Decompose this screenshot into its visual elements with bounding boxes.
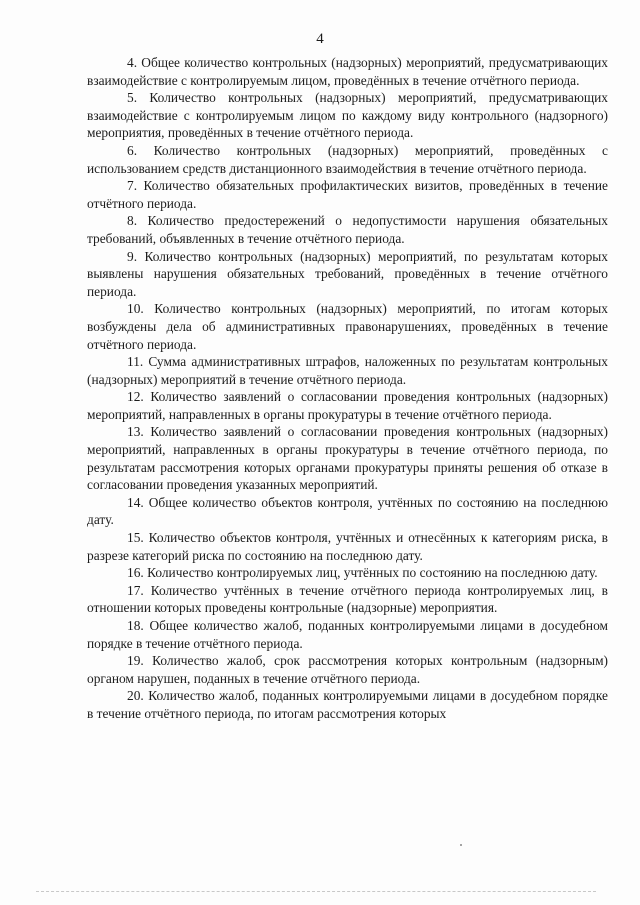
paragraph-item-15: 15. Количество объектов контроля, учтённых и отнесённых к категориям риска, в разрезе категорий риска по состоянию на последнюю дату. bbox=[87, 530, 608, 563]
page-bottom-edge bbox=[36, 891, 596, 892]
paragraph-item-13: 13. Количество заявлений о согласовании проведения контрольных (надзорных) мероприятий, направленных в органы прокуратуры в течение отчётного периода, по результатам рассмотрения которых органами прокуратуры приняты решения об отказе в согласовании проведения указанных мероприятий. bbox=[87, 424, 608, 493]
paragraph-item-11: 11. Сумма административных штрафов, наложенных по результатам контрольных (надзорных) мероприятий в течение отчётного периода. bbox=[87, 354, 608, 387]
paragraph-item-16: 16. Количество контролируемых лиц, учтённых по состоянию на последнюю дату. bbox=[127, 565, 598, 581]
paragraph-item-5: 5. Количество контрольных (надзорных) мероприятий, предусматривающих взаимодействие с контролируемым лицом по каждому виду контрольного (надзорного) мероприятия, проведённых в течение отчётного периода. bbox=[87, 90, 608, 141]
paragraph-item-9: 9. Количество контрольных (надзорных) мероприятий, по результатам которых выявлены нарушения обязательных требований, проведённых в течение отчётного периода. bbox=[87, 248, 608, 299]
paragraph-item-6: 6. Количество контрольных (надзорных) мероприятий, проведённых с использованием средств дистанционного взаимодействия в течение отчётного периода. bbox=[87, 142, 608, 176]
paragraph-item-8: 8. Количество предостережений о недопустимости нарушения обязательных требований, объявленных в течение отчётного периода. bbox=[87, 213, 608, 246]
paragraph-item-19: 19. Количество жалоб, срок рассмотрения которых контрольным (надзорным) органом нарушен, поданных в течение отчётного периода. bbox=[87, 653, 608, 686]
paragraph-item-4: 4. Общее количество контрольных (надзорных) мероприятий, предусматривающих взаимодействие с контролируемым лицом, проведённых в течение отчётного периода. bbox=[87, 55, 608, 88]
paragraph-item-10: 10. Количество контрольных (надзорных) мероприятий, по итогам которых возбуждены дела об административных правонарушениях, проведённых в течение отчётного периода. bbox=[87, 301, 608, 352]
paragraph-item-20: 20. Количество жалоб, поданных контролируемыми лицами в досудебном порядке в течение отчётного периода, по итогам рассмотрения которых bbox=[87, 688, 608, 721]
paragraph-item-12: 12. Количество заявлений о согласовании проведения контрольных (надзорных) мероприятий, направленных в органы прокуратуры в течение отчётного периода. bbox=[87, 389, 608, 422]
document-body bbox=[87, 54, 608, 723]
paragraph-item-17: 17. Количество учтённых в течение отчётного периода контролируемых лиц, в отношении которых проведены контрольные (надзорные) мероприятия. bbox=[87, 582, 608, 616]
paragraph-item-7: 7. Количество обязательных профилактических визитов, проведённых в течение отчётного периода. bbox=[87, 178, 608, 211]
page-number: 4 bbox=[316, 31, 324, 47]
paragraph-item-14: 14. Общее количество объектов контроля, учтённых по состоянию на последнюю дату. bbox=[87, 494, 608, 528]
scan-speck bbox=[460, 844, 462, 846]
paragraph-item-18: 18. Общее количество жалоб, поданных контролируемыми лицами в досудебном порядке в течение отчётного периода. bbox=[87, 618, 608, 651]
